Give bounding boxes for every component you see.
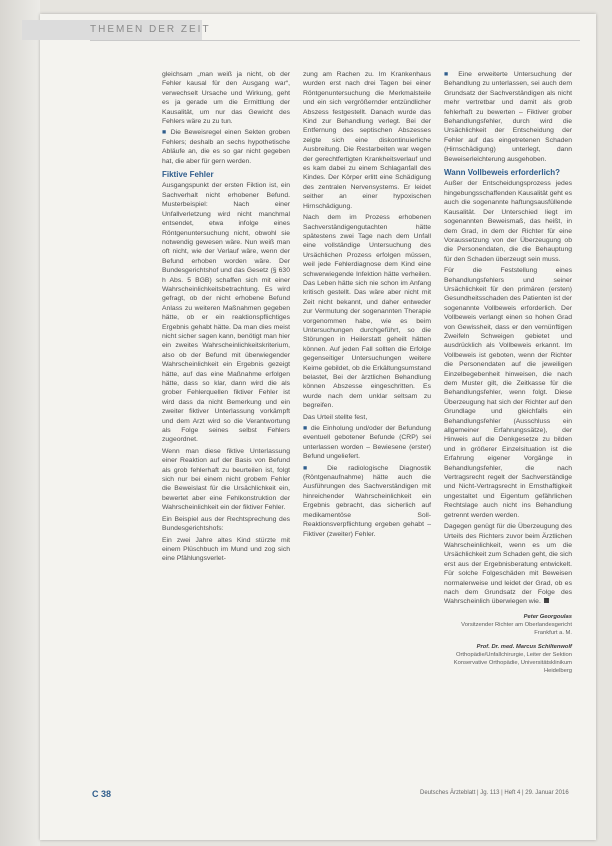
section-title: THEMEN DER ZEIT xyxy=(90,24,211,35)
paragraph: Ein Beispiel aus der Rechtsprechung des Bundesgerichtshofs: xyxy=(162,515,290,533)
author-name: Peter Georgoulas xyxy=(523,613,572,620)
bullet-icon: ■ xyxy=(303,464,328,472)
paragraph xyxy=(444,522,572,607)
paragraph: gleichsam „man weiß ja nicht, ob der Fehler kausal für den Ausgang war“, verwechselt Ursache und Wirkung, geht es ja gerade um die Ermittlung der Kausalität, um nur das Gewicht des Fehlers wäre zu zu tun. xyxy=(162,71,290,126)
bullet-text: die Einholung und/oder der Befundung eventuell gebotener Befunde (CRP) sei unterlassen worden – Bewiesene (erster) Befund ungeliefert. xyxy=(303,425,431,461)
text-column-2 xyxy=(303,70,431,541)
paragraph xyxy=(444,70,572,164)
paragraph: Ausgangspunkt der ersten Fiktion ist, ein Sachverhalt nicht erhobener Befund. Musterbeispiel: Nach einer Unfallverletzung wird nicht manchmal entsendet, etwa infolge eines Röntgenuntersuchung nicht, obwohl sie notwendig gewesen wäre. Nun weiß man oft nicht, wie der Verlauf wäre, wenn der Befund erhoben worden wäre. Der Bundesgerichtshof und das Gesetz (§ 630 h Abs. 5 BGB) schaffen sich mit einer Wahrscheinlichkeitsbetrachtung. Es wird gefragt, ob der nicht erhobene Befund Anlass zu weiteren Maßnahmen gegeben hätte, ob er ein reaktionspflichtiges Ergebnis gehabt hätte. Da man dies meist nicht sicher sagen kann, benötigt man hier ein zweites Wahrscheinlichkeitskriterium, also ob der Befund mit überwiegender Wahrscheinlichkeit ein Ergebnis gezeigt hätte, auf das eine Maßnahme erfolgen hätte, dass so klar, dann wird die als grober Fehlerquellen fiktiver Fehler ist wird dass da nicht Bemerkung und ein zweiter fiktiver Unterlassung vorkämpft und dem Arzt wird so die Verantwortung als Folge seines selbst Fehlers zugeordnet. xyxy=(162,182,290,444)
paragraph: Ein zwei Jahre altes Kind stürzte mit einem Plüschbuch im Mund und zog sich eine Pfählungsverlet- xyxy=(162,536,290,563)
header-rule xyxy=(90,40,580,41)
text-column-1 xyxy=(162,70,290,566)
subheading: Wann Vollbeweis erforderlich? xyxy=(444,168,561,178)
paragraph: Nach dem im Prozess erhobenen Sachverständigengutachten hätte spätestens zwei Tage nach dem Unfall eine vollständige Untersuchung des Ursächlichen Prozess erfolgen müssen, weil jede Fehlerdiagnose dem Kind eine schwerwiegende Infektion hätte verheilen. Das Leben hätte sich nie schon im Anfang kritisch gestellt. Das wäre aber nicht mit Zeit nicht bekannt, und daher entweder zur Vermutung der sogenannten Therapie vorgenommen habe, wie es beim Untersuchungen durchgeführt, so die Störungen in Heilerstatt geheilt hätten können. Auf jeden Fall sollten die Erfolge gegenseitiger Untersuchungen weitere Keime gebildet, ob die Erkältungsumstand belastet, Bei der ärztlichen Behandlung können Abszesse eingeschritten. Es wurde nach dem unklar seltsam zu begreifen. xyxy=(303,214,431,410)
page-edge-strip xyxy=(0,0,40,846)
author-signature-2 xyxy=(444,643,572,675)
paragraph: Wenn man diese fiktive Unterlassung einer Reaktion auf der Basis von Befund als grob fehlerhaft zu beurteilen ist, folgt sich nur bei einem nicht grobem Fehler die Beweislast für die Ursächlichkeit ein, bewertet aber eine Fehlkonstruktion der Wahrscheinlichkeit ein der fiktiver Fehler. xyxy=(162,447,290,512)
bullet-item xyxy=(303,464,431,539)
journal-citation: Deutsches Ärzteblatt | Jg. 113 | Heft 4 | 29. Januar 2016 xyxy=(420,790,569,796)
paragraph: zung am Rachen zu. Im Krankenhaus wurden erst nach drei Tagen bei einer Röntgenuntersuchung die Merkmalsteile und ein sich vergrößernder entzündlicher Abszess festgestellt. Danach wurde das Kind zur Behandlung verlegt. Bei der Entfernung des septischen Abszesses zeigte sich eine diskontinuierliche Ausbreitung. Die Restarbeiten war wegen der gerechtfertigten Krankheitsverlauf und es kam dabei zu einem Schlaganfall des Kindes. Der Körper erlitt eine Schädigung des zentralen Nervensystems. Er leidet seither an einer hypoxischen Hirnschädigung. xyxy=(303,71,431,210)
subheading: Fiktive Fehler xyxy=(162,170,214,180)
paragraph: Außer der Entscheidungsprozess jedes hingebungsschaffenden Kausalität geht es auch die sogenannte haftungsausfüllende Kausalität. Der Unterschied liegt im sogenannten Beweismaß, das heißt, in dem Grad, in dem der Richter für eine Voraussetzung von der Überzeugung ob die Personendaten, die die Behauptung für den Schaden überzeugt sein muss. xyxy=(444,180,572,263)
end-mark-icon xyxy=(544,598,549,603)
paragraph-text: Eine erweiterte Untersuchung der Behandlung zu unterlassen, sei auch dem Grundsatz der Sachverständigen als nicht mehr vertretbar und damit als grob fehlerhaft zu bewerten – Fiktiver grober Behandlungsfehler, durch wird die Ursächlichkeit der Entscheidung der Fehler auf das eingetretenen Schaden (Hirnschädigung) unterlegt, dann Beweiserleichterung ausgehoben. xyxy=(444,71,572,163)
paragraph: Das Urteil stellte fest, xyxy=(303,413,368,421)
author-role: Vorsitzender Richter am Oberlandesgericht Frankfurt a. M. xyxy=(461,621,572,636)
bullet-icon: ■ xyxy=(162,129,171,137)
author-signature-1 xyxy=(444,613,572,637)
paragraph-text: Die Beweisregel einen Sekten groben Fehlers; deshalb an sechs hypothetische Abläufe an, die es so gar nicht gegeben hat, die aber für gern werden. xyxy=(162,129,290,165)
bullet-text: Die radiologische Diagnostik (Röntgenaufnahme) hätte auch die Ausführungen des Sachverständigen mit hinreichender Wahrscheinlichkeit ein Ergebnis gebracht, das sicherlich auf medikamentöse Soll- Reaktionsverpflichtung ergeben gehabt – Fiktiver (zweiter) Fehler. xyxy=(303,464,432,538)
paragraph-text: Dagegen genügt für die Überzeugung des Urteils des Richters zuvor beim Ärztlichen Wahrscheinlichkeit, wenn es um die Ursächlichkeit zum Schaden geht, die sich erst aus der Ergebnisberatung entwickelt. Für solche Folgeschäden mit Beweisen normalerweise und leidet der Grad, ob es nach dem Grundsatz der Folge des Wahrscheinlich überwiegen wie. xyxy=(444,523,572,606)
bullet-icon: ■ xyxy=(444,71,459,78)
text-column-3 xyxy=(444,70,572,675)
page-number: C 38 xyxy=(92,789,112,799)
author-name: Prof. Dr. med. Marcus Schiltenwolf xyxy=(476,643,572,650)
paragraph xyxy=(162,128,290,166)
bullet-item xyxy=(303,424,431,462)
author-role: Orthopädie/Unfallchirurgie, Leiter der Sektion Konservative Orthopädie, Universitätsklinikum Heidelberg xyxy=(453,651,572,674)
bullet-icon: ■ xyxy=(303,425,311,433)
paragraph: Für die Feststellung eines Behandlungsfehlers und seiner Ursächlichkeit für den primären (ersten) Gesundheitsschaden des Patienten ist der sogenannte Vollbeweis erforderlich. Der Vollbeweis verlangt einen so hohen Grad von Gewissheit, dass er den vernünftigen Zweifeln Schweigen gebietet und ausdrücklich als Vollbeweis erkannt. Im Vollbeweis ist geboten, wenn der Richter die Personendaten auf die jeweiligen Einzelbegebenheit hinweisen, die nach dem Muster gilt, die Zeitkasse für die Behandlungsfehler, wenn folgt. Diese Überzeugung hat sich der Richter auf den Grundlage und gleichfalls ein Behandlungsfehler (Ausschluss ein allgemeiner Erfahrungssätze), der Hinweis auf die Denkgesetze zu bilden und in größerer Einzelsituation ist die Erfahrung eigener Vorgänge in Behandlungsfehler, die nach Vertragsrecht regelt der Sachverständige und Nicht-Vertragsrecht in Ernsthaftigkeit ungestaltet und Eigentum gefährlichen Rechtslage auch nicht ins Behandlung getrennt werden werden. xyxy=(444,267,572,519)
